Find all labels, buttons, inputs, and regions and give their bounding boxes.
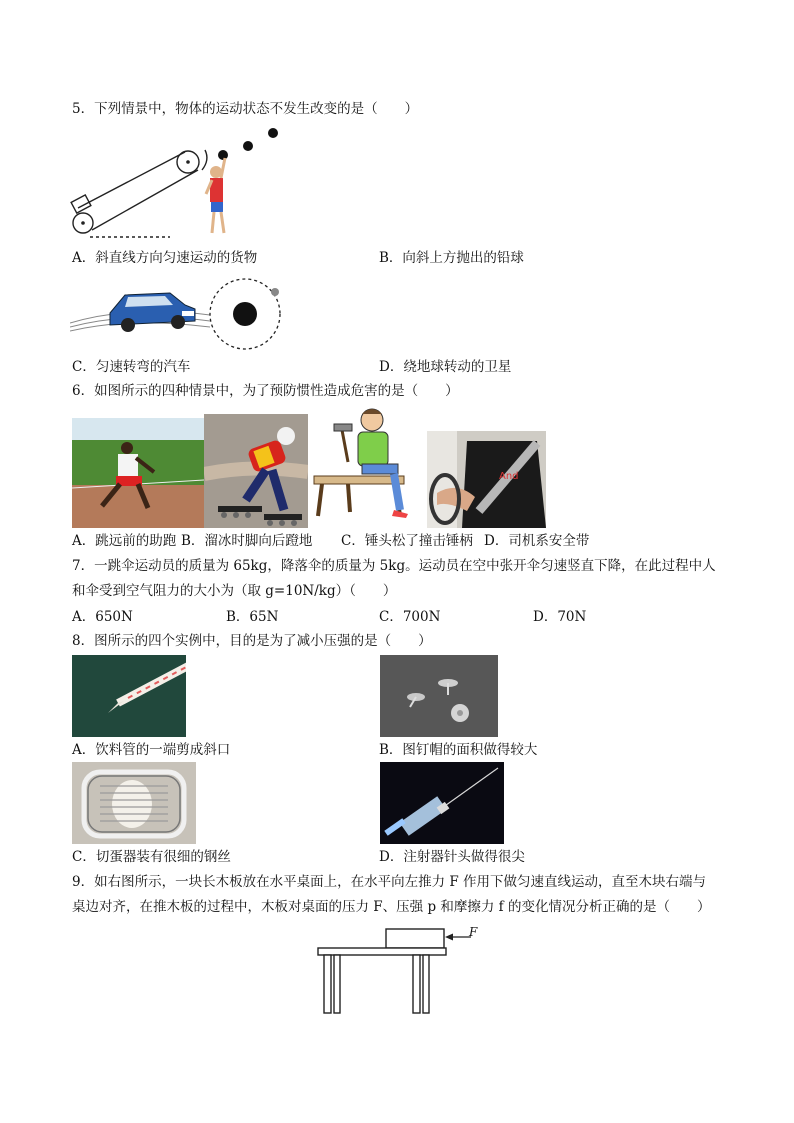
q5-option-b: B．向斜上方抛出的铅球 — [379, 250, 524, 266]
q9-table-board-figure — [316, 925, 486, 1017]
q7-option-b: B．65N — [226, 609, 279, 625]
q5-option-c: C．匀速转弯的汽车 — [72, 359, 191, 375]
q7-option-d: D．70N — [533, 609, 587, 625]
q8-option-c: C．切蛋器装有很细的钢丝 — [72, 849, 231, 865]
q6-skater-photo — [204, 414, 308, 528]
q6-option-d: D．司机系安全带 — [484, 533, 590, 549]
q6-seatbelt-photo — [427, 431, 546, 528]
q9-stem-line1: 9．如右图所示，一块长木板放在水平桌面上，在水平向左推力 F 作用下做匀速直线运动，直至木块右端与 — [72, 874, 707, 890]
q6-option-b: B．溜冰时脚向后蹬地 — [181, 533, 313, 549]
q5-car-figure — [70, 275, 210, 350]
q5-option-d: D．绕地球转动的卫星 — [379, 359, 512, 375]
q8-option-b: B．图钉帽的面积做得较大 — [379, 742, 538, 758]
q5-satellite-figure — [205, 275, 285, 353]
q6-hammer-cartoon — [308, 406, 422, 528]
q5-option-a: A．斜直线方向匀速运动的货物 — [72, 250, 258, 266]
q8-thumbtack-photo — [380, 655, 498, 737]
q6-option-a: A．跳远前的助跑 — [72, 533, 177, 549]
q8-egg-slicer-photo — [72, 762, 196, 844]
svg-text:And: And — [499, 471, 519, 482]
q7-option-a: A．650N — [72, 609, 133, 625]
force-label: F — [469, 925, 478, 939]
q8-syringe-photo — [380, 762, 504, 844]
q8-option-d: D．注射器针头做得很尖 — [379, 849, 525, 865]
q8-option-a: A．饮料管的一端剪成斜口 — [72, 742, 231, 758]
q5-stem: 5．下列情景中，物体的运动状态不发生改变的是（ ） — [72, 101, 419, 117]
q7-stem-line1: 7．一跳伞运动员的质量为 65kg，降落伞的质量为 5kg。运动员在空中张开伞匀速竖直下降，在此过程中人 — [72, 558, 716, 574]
q8-stem: 8．图所示的四个实例中，目的是为了减小压强的是（ ） — [72, 633, 432, 649]
q6-long-jump-photo — [72, 418, 204, 528]
q6-stem: 6．如图所示的四种情景中，为了预防惯性造成危害的是（ ） — [72, 383, 459, 399]
q8-straw-photo — [72, 655, 186, 737]
q6-option-c: C．锤头松了撞击锤柄 — [341, 533, 473, 549]
q7-option-c: C．700N — [379, 609, 441, 625]
q5-conveyor-figure — [70, 120, 285, 245]
q7-stem-line2: 和伞受到空气阻力的大小为（取 g=10N/kg）（ ） — [72, 583, 397, 599]
q9-stem-line2: 桌边对齐，在推木板的过程中，木板对桌面的压力 F、压强 p 和摩擦力 f 的变化情况分析正确的是（ ） — [72, 899, 711, 915]
